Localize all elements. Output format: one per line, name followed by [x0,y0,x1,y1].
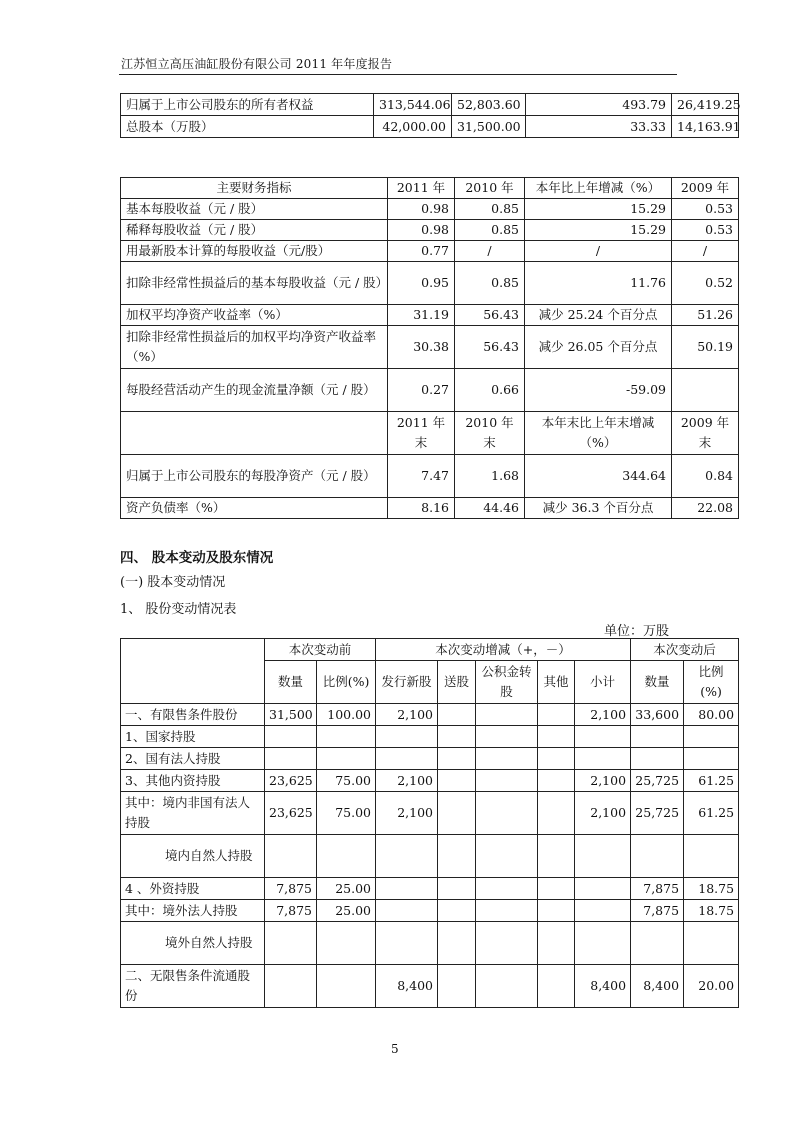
table-subheader-row [121,412,739,455]
cell-2010: 0.66 [455,369,525,412]
cell: 8,400 [631,965,684,1008]
cell [476,748,538,770]
cell [438,900,476,922]
cell [438,770,476,792]
table-row [121,792,739,835]
cell: 61.25 [684,792,739,835]
cell [376,835,438,878]
cell [438,704,476,726]
row-label: 1、国家持股 [121,726,265,748]
cell: 75.00 [317,770,376,792]
cell [575,835,631,878]
page-number: 5 [391,1042,399,1056]
cell-2009 [672,369,739,412]
cell: 25.00 [317,900,376,922]
cell: 8,400 [575,965,631,1008]
cell [538,965,575,1008]
cell [438,748,476,770]
cell: 20.00 [684,965,739,1008]
header-ratio-after: 比例(%) [684,661,739,704]
table-group-header-row [121,639,739,661]
cell [265,835,317,878]
cell-2011: 0.27 [388,369,455,412]
table-row [121,326,739,369]
table-row [121,262,739,305]
report-header-title: 江苏恒立高压油缸股份有限公司 2011 年年度报告 [121,57,393,71]
header-indicator: 主要财务指标 [121,178,388,199]
cell [265,965,317,1008]
cell [684,835,739,878]
row-label: 每股经营活动产生的现金流量净额（元 / 股） [121,369,388,412]
cell [631,748,684,770]
cell [476,878,538,900]
financial-indicators-table [120,177,739,519]
cell [376,878,438,900]
cell-2009: 0.53 [672,220,739,241]
cell [317,922,376,965]
cell-2009: / [672,241,739,262]
cell-2009: 0.84 [672,455,739,498]
cell [684,748,739,770]
cell: 100.00 [317,704,376,726]
row-label: 稀释每股收益（元 / 股） [121,220,388,241]
table-row [121,965,739,1008]
header-change: 本年比上年增减（%） [525,178,672,199]
table-row [121,878,739,900]
row-label: 二、无限售条件流通股份 [121,965,265,1008]
subheader-blank [121,412,388,455]
cell: 31,500 [265,704,317,726]
cell-change: 493.79 [526,94,672,116]
table-row [121,498,739,519]
cell-change: 减少 26.05 个百分点 [525,326,672,369]
cell [538,900,575,922]
cell-2010: 56.43 [455,326,525,369]
subheader-2011: 2011 年末 [388,412,455,455]
share-change-table [120,638,739,1008]
table-row [121,94,739,116]
cell: 25,725 [631,792,684,835]
cell [538,704,575,726]
header-ratio-before: 比例(%) [317,661,376,704]
cell-change: -59.09 [525,369,672,412]
cell [438,835,476,878]
cell [376,726,438,748]
cell-2011: 42,000.00 [374,116,452,138]
cell [476,704,538,726]
cell [317,726,376,748]
cell [631,726,684,748]
table-row [121,922,739,965]
table-row [121,369,739,412]
table-row [121,305,739,326]
row-label: 2、国有法人持股 [121,748,265,770]
cell-2010: 52,803.60 [452,94,526,116]
cell [575,726,631,748]
cell [538,835,575,878]
row-label: 总股本（万股） [121,116,374,138]
header-blank [121,639,265,704]
cell-change: 减少 36.3 个百分点 [525,498,672,519]
header-subtotal: 小计 [575,661,631,704]
cell-2010: 0.85 [455,199,525,220]
subsection-title: (一) 股本变动情况 [120,575,226,590]
equity-table [120,93,739,138]
table-row [121,900,739,922]
cell-2010: 56.43 [455,305,525,326]
cell [317,748,376,770]
table-row [121,835,739,878]
cell-2011: 313,544.06 [374,94,452,116]
cell-2011: 0.98 [388,199,455,220]
cell [376,748,438,770]
cell-2010: 31,500.00 [452,116,526,138]
cell: 23,625 [265,792,317,835]
cell-2011: 31.19 [388,305,455,326]
cell [476,792,538,835]
cell: 25,725 [631,770,684,792]
cell [538,726,575,748]
cell: 7,875 [631,900,684,922]
cell: 2,100 [575,770,631,792]
cell: 7,875 [265,900,317,922]
row-label: 用最新股本计算的每股收益（元/股） [121,241,388,262]
cell-2011: 0.95 [388,262,455,305]
cell [538,748,575,770]
cell: 2,100 [575,792,631,835]
cell [538,792,575,835]
row-label: 归属于上市公司股东的所有者权益 [121,94,374,116]
row-label: 扣除非经常性损益后的基本每股收益（元 / 股） [121,262,388,305]
cell-2009: 22.08 [672,498,739,519]
cell-2011: 0.77 [388,241,455,262]
cell [476,900,538,922]
cell [317,835,376,878]
group-header-after: 本次变动后 [631,639,739,661]
table-header-row [121,178,739,199]
cell: 2,100 [575,704,631,726]
row-label: 扣除非经常性损益后的加权平均净资产收益率（%） [121,326,388,369]
subheader-2009: 2009 年末 [672,412,739,455]
header-qty-before: 数量 [265,661,317,704]
row-label: 4 、外资持股 [121,878,265,900]
cell [265,748,317,770]
cell: 25.00 [317,878,376,900]
cell [476,965,538,1008]
cell: 8,400 [376,965,438,1008]
cell-change: 减少 25.24 个百分点 [525,305,672,326]
header-bonus: 送股 [438,661,476,704]
cell-change: 15.29 [525,199,672,220]
cell-2011: 30.38 [388,326,455,369]
cell [317,965,376,1008]
cell-2009: 50.19 [672,326,739,369]
cell [631,922,684,965]
cell [575,878,631,900]
cell [376,900,438,922]
row-label: 其中：境内非国有法人持股 [121,792,265,835]
cell [265,922,317,965]
cell-2010: 44.46 [455,498,525,519]
table-row [121,726,739,748]
subheader-change: 本年末比上年末增减（%） [525,412,672,455]
table-row [121,748,739,770]
header-other: 其他 [538,661,575,704]
cell: 18.75 [684,878,739,900]
cell [476,835,538,878]
cell [575,748,631,770]
cell [438,878,476,900]
cell: 18.75 [684,900,739,922]
cell [538,922,575,965]
cell: 80.00 [684,704,739,726]
cell [476,922,538,965]
cell [684,922,739,965]
row-label: 加权平均净资产收益率（%） [121,305,388,326]
cell-2009: 14,163.91 [672,116,739,138]
header-qty-after: 数量 [631,661,684,704]
row-label: 其中：境外法人持股 [121,900,265,922]
cell [684,726,739,748]
cell-2009: 51.26 [672,305,739,326]
unit-label: 单位：万股 [604,624,670,639]
row-label: 3、其他内资持股 [121,770,265,792]
cell-2010: 0.85 [455,262,525,305]
header-new-issue: 发行新股 [376,661,438,704]
cell: 33,600 [631,704,684,726]
cell [265,726,317,748]
cell: 7,875 [631,878,684,900]
cell [376,922,438,965]
cell-2011: 7.47 [388,455,455,498]
cell [476,726,538,748]
row-label: 境内自然人持股 [121,835,265,878]
group-header-change: 本次变动增减（+，－） [376,639,631,661]
cell: 2,100 [376,770,438,792]
table-row [121,770,739,792]
header-2011: 2011 年 [388,178,455,199]
cell-2010: / [455,241,525,262]
cell [438,726,476,748]
cell [438,792,476,835]
cell [631,835,684,878]
cell [575,900,631,922]
cell [538,770,575,792]
section-title: 四、 股本变动及股东情况 [120,550,274,566]
cell [438,965,476,1008]
header-2010: 2010 年 [455,178,525,199]
cell-2009: 0.53 [672,199,739,220]
row-label: 归属于上市公司股东的每股净资产（元 / 股） [121,455,388,498]
cell-2009: 0.52 [672,262,739,305]
row-label: 资产负债率（%） [121,498,388,519]
header-divider [119,74,677,75]
table-row [121,116,739,138]
row-label: 境外自然人持股 [121,922,265,965]
cell-2011: 8.16 [388,498,455,519]
cell-change: 344.64 [525,455,672,498]
item-title: 1、 股份变动情况表 [120,602,237,617]
table-row [121,199,739,220]
cell-2011: 0.98 [388,220,455,241]
cell [575,922,631,965]
cell-2010: 1.68 [455,455,525,498]
cell: 61.25 [684,770,739,792]
table-row [121,704,739,726]
cell: 2,100 [376,792,438,835]
row-label: 一、有限售条件股份 [121,704,265,726]
cell [538,878,575,900]
cell-change: 33.33 [526,116,672,138]
cell-change: 11.76 [525,262,672,305]
header-reserve-conversion: 公积金转股 [476,661,538,704]
cell-change: 15.29 [525,220,672,241]
row-label: 基本每股收益（元 / 股） [121,199,388,220]
table-row [121,241,739,262]
cell: 2,100 [376,704,438,726]
group-header-before: 本次变动前 [265,639,376,661]
cell: 7,875 [265,878,317,900]
cell: 75.00 [317,792,376,835]
subheader-2010: 2010 年末 [455,412,525,455]
cell [438,922,476,965]
cell-2009: 26,419.25 [672,94,739,116]
cell: 23,625 [265,770,317,792]
table-row [121,220,739,241]
cell [476,770,538,792]
table-row [121,455,739,498]
header-2009: 2009 年 [672,178,739,199]
cell-change: / [525,241,672,262]
cell-2010: 0.85 [455,220,525,241]
